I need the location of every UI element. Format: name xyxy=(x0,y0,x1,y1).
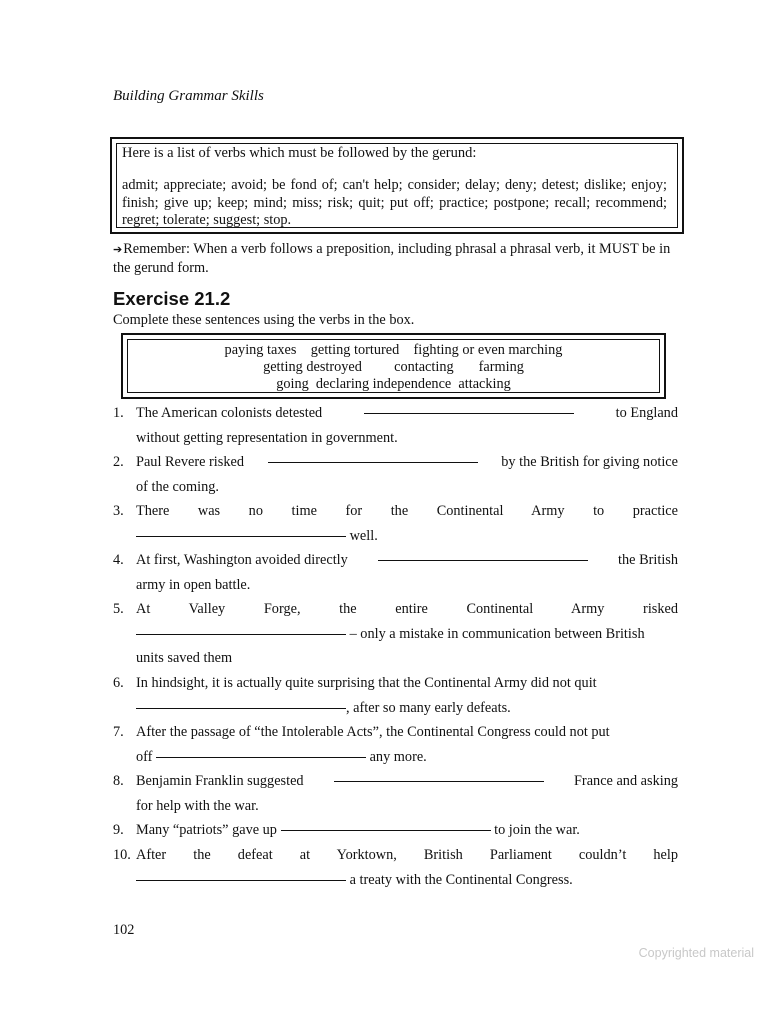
question-text: At first, Washington avoided directly xyxy=(136,552,348,568)
question-10 xyxy=(113,843,678,892)
question-text: units saved them xyxy=(136,650,233,666)
question-text: well. xyxy=(349,527,378,544)
question-number: 3. xyxy=(113,503,124,519)
question-text: Benjamin Franklin suggested xyxy=(136,773,304,789)
exercise-instruction: Complete these sentences using the verbs in the box. xyxy=(113,312,415,328)
question-4 xyxy=(113,548,678,597)
question-text: army in open battle. xyxy=(136,576,251,593)
running-header: Building Grammar Skills xyxy=(113,88,264,104)
answer-blank[interactable] xyxy=(334,769,544,782)
question-text: of the coming. xyxy=(136,478,219,495)
question-number: 10. xyxy=(113,847,131,863)
question-text: There was no time for the Continental Army to practice xyxy=(136,503,678,519)
question-text: to England xyxy=(615,405,678,421)
word-bank-line: going declaring independence attacking xyxy=(276,376,511,392)
question-6 xyxy=(113,671,678,720)
question-text: any more. xyxy=(369,748,427,765)
question-8 xyxy=(113,769,678,818)
question-text: After the passage of “the Intolerable Acts”, the Continental Congress could not put xyxy=(136,724,610,740)
gerund-verbs-list: admit; appreciate; avoid; be fond of; can't help; consider; delay; deny; detest; dislike; enjoy; finish; give up; keep; mind; miss; risk; quit; put off; practice; postpone; recall; recommend; regret; tolerate; suggest; stop. xyxy=(122,177,667,228)
exercise-title: Exercise 21.2 xyxy=(113,288,231,309)
question-text: to join the war. xyxy=(494,822,580,838)
gerund-verbs-box xyxy=(110,137,684,234)
question-number: 6. xyxy=(113,675,124,691)
question-text: the British xyxy=(618,552,678,568)
question-5 xyxy=(113,597,678,671)
answer-blank[interactable] xyxy=(136,524,346,537)
word-bank-line: getting destroyed contacting farming xyxy=(263,359,524,375)
question-7 xyxy=(113,720,678,769)
question-2 xyxy=(113,450,678,499)
remember-note xyxy=(113,240,673,277)
question-text: – only a mistake in communication between British xyxy=(349,625,645,642)
question-number: 9. xyxy=(113,822,124,838)
question-1 xyxy=(113,401,678,450)
answer-blank[interactable] xyxy=(136,696,346,709)
question-number: 4. xyxy=(113,552,124,568)
answer-blank[interactable] xyxy=(156,745,366,758)
copyright-notice: Copyrighted material xyxy=(638,946,754,960)
question-text: Many “patriots” gave up xyxy=(136,822,277,838)
answer-blank[interactable] xyxy=(136,868,346,881)
question-text: After the defeat at Yorktown, British Parliament couldn’t help xyxy=(136,847,678,863)
question-number: 1. xyxy=(113,405,124,421)
page-number: 102 xyxy=(113,922,135,938)
word-bank-box xyxy=(121,333,666,399)
remember-text: Remember: When a verb follows a preposition, including phrasal a phrasal verb, it MUST be in the gerund form. xyxy=(113,241,671,276)
answer-blank[interactable] xyxy=(268,450,478,463)
word-bank-line: paying taxes getting tortured fighting or even marching xyxy=(224,342,563,358)
question-text: France and asking xyxy=(573,773,678,789)
question-text: , after so many early defeats. xyxy=(346,699,511,716)
question-text: The American colonists detested xyxy=(136,405,323,421)
question-text: by the British for giving notice xyxy=(501,454,678,470)
answer-blank[interactable] xyxy=(136,622,346,635)
question-text: without getting representation in government. xyxy=(136,429,398,446)
question-text: a treaty with the Continental Congress. xyxy=(349,871,573,888)
question-text: At Valley Forge, the entire Continental Army risked xyxy=(136,601,678,617)
question-number: 5. xyxy=(113,601,124,617)
arrow-right-icon: ➔ xyxy=(113,244,123,256)
question-3 xyxy=(113,499,678,548)
gerund-verbs-title: Here is a list of verbs which must be followed by the gerund: xyxy=(122,145,477,161)
question-9 xyxy=(113,818,678,843)
question-text: off xyxy=(136,748,153,765)
answer-blank[interactable] xyxy=(281,818,491,831)
answer-blank[interactable] xyxy=(364,401,574,414)
question-number: 2. xyxy=(113,454,124,470)
question-text: In hindsight, it is actually quite surprising that the Continental Army did not quit xyxy=(136,675,597,691)
question-text: Paul Revere risked xyxy=(136,454,244,470)
question-number: 7. xyxy=(113,724,124,740)
answer-blank[interactable] xyxy=(378,548,588,561)
question-number: 8. xyxy=(113,773,124,789)
question-text: for help with the war. xyxy=(136,797,259,814)
